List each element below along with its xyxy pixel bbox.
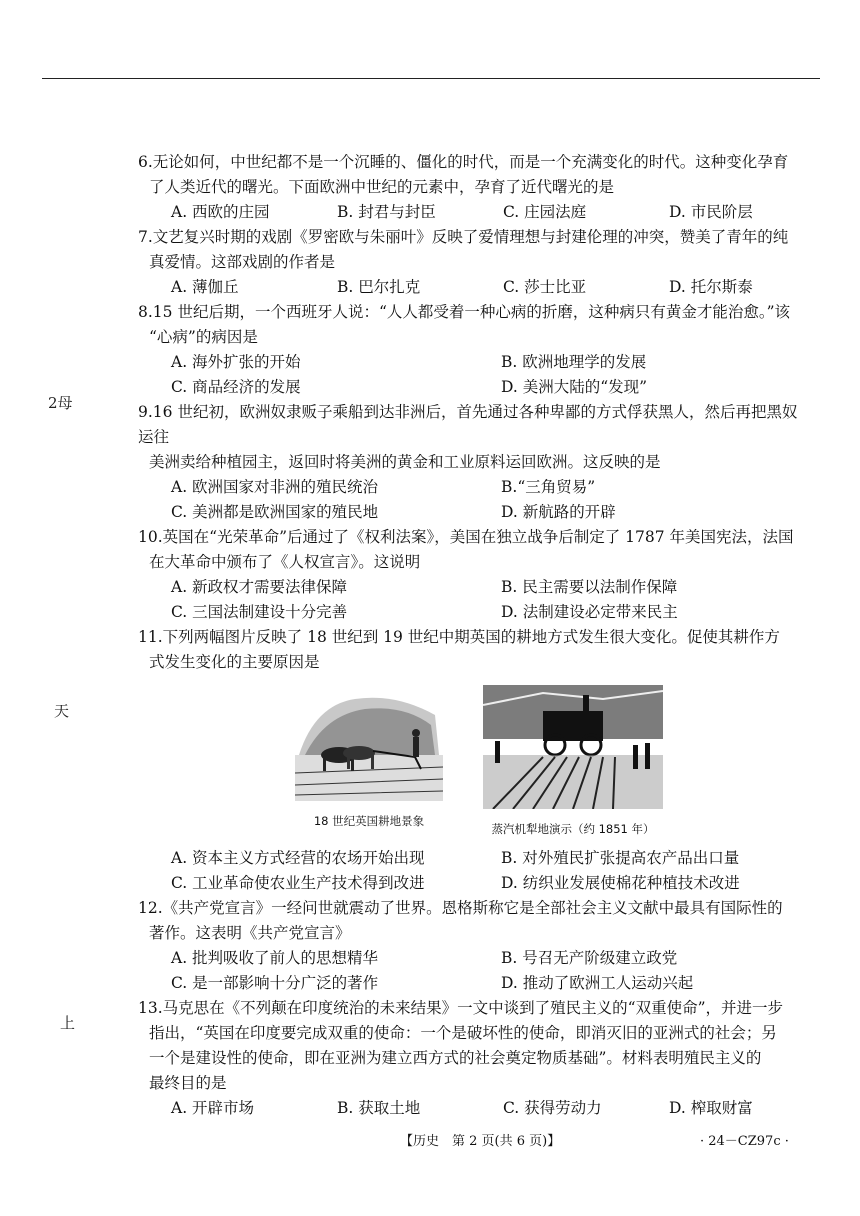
option-a[interactable]: A. 资本主义方式经营的农场开始出现 — [171, 849, 425, 867]
question-stem-line: 英国在“光荣革命”后通过了《权利法案》，美国在独立战争后制定了 1787 年美国宪法，法国 — [162, 528, 794, 546]
question-number: 11. — [138, 628, 163, 646]
option-b[interactable]: B. 获取土地 — [337, 1099, 421, 1117]
option-a[interactable]: A. 开辟市场 — [171, 1099, 255, 1117]
option-c[interactable]: C. 获得劳动力 — [503, 1099, 602, 1117]
option-c[interactable]: C. 美洲都是欧洲国家的殖民地 — [171, 503, 379, 521]
question-number: 6. — [138, 153, 153, 171]
option-c[interactable]: C. 商品经济的发展 — [171, 378, 301, 396]
margin-mark: 2母 — [48, 394, 73, 412]
question-number: 12. — [138, 899, 163, 917]
question-stem-line: 指出，“英国在印度要完成双重的使命：一个是破坏性的使命，即消灭旧的亚洲式的社会；另 — [149, 1024, 777, 1042]
header-rule — [42, 78, 820, 79]
option-d[interactable]: D. 市民阶层 — [669, 203, 753, 221]
question-6 — [138, 150, 810, 225]
figure-left — [295, 685, 443, 842]
question-number: 13. — [138, 999, 163, 1017]
figure-caption: 18 世纪英国耕地景象 — [313, 814, 425, 828]
question-stem-line: 真爱情。这部戏剧的作者是 — [149, 253, 336, 271]
figure-right — [483, 685, 663, 842]
question-stem-line: 式发生变化的主要原因是 — [149, 653, 320, 671]
margin-mark: 天 — [54, 702, 70, 720]
option-b[interactable]: B.“三角贸易” — [501, 478, 596, 496]
question-stem-line: 下列两幅图片反映了 18 世纪到 19 世纪中期英国的耕地方式发生很大变化。促使其耕作方 — [162, 628, 780, 646]
question-12 — [138, 896, 810, 996]
question-page — [138, 150, 810, 1121]
question-number: 9. — [138, 403, 153, 421]
option-b[interactable]: B. 封君与封臣 — [337, 203, 436, 221]
option-a[interactable]: A. 新政权才需要法律保障 — [171, 578, 348, 596]
question-number: 7. — [138, 228, 153, 246]
footer-page-info: 【历史 第 2 页(共 6 页)】 — [400, 1134, 561, 1149]
option-b[interactable]: B. 民主需要以法制作保障 — [501, 578, 678, 596]
option-d[interactable]: D. 推动了欧洲工人运动兴起 — [501, 974, 694, 992]
question-13 — [138, 996, 810, 1121]
question-stem-line: “心病”的病因是 — [149, 328, 258, 346]
figure-caption: 蒸汽机犁地演示（约 1851 年） — [491, 822, 655, 836]
question-stem-line: 在大革命中颁布了《人权宣言》。这说明 — [149, 553, 421, 571]
option-d[interactable]: D. 美洲大陆的“发现” — [501, 378, 648, 396]
margin-mark: 上 — [60, 1014, 76, 1032]
question-11 — [138, 625, 810, 896]
question-stem-line: 一个是建设性的使命，即在亚洲为建立西方式的社会奠定物质基础”。材料表明殖民主义的 — [149, 1049, 762, 1067]
option-c[interactable]: C. 工业革命使农业生产技术得到改进 — [171, 874, 425, 892]
footer-code: · 24－CZ97c · — [700, 1134, 789, 1149]
question-9 — [138, 400, 810, 525]
question-stem-line: 著作。这表明《共产党宣言》 — [149, 924, 351, 942]
ploughing-horse-image — [295, 685, 443, 801]
option-d[interactable]: D. 纺织业发展使棉花种植技术改进 — [501, 874, 740, 892]
question-stem-line: 文艺复兴时期的戏剧《罗密欧与朱丽叶》反映了爱情理想与封建伦理的冲突，赞美了青年的纯 — [152, 228, 789, 246]
question-stem-line: 最终目的是 — [149, 1074, 227, 1092]
option-c[interactable]: C. 莎士比亚 — [503, 278, 587, 296]
option-c[interactable]: C. 是一部影响十分广泛的著作 — [171, 974, 379, 992]
question-stem-line: 了人类近代的曙光。下面欧洲中世纪的元素中，孕育了近代曙光的是 — [149, 178, 615, 196]
question-10 — [138, 525, 810, 625]
question-number: 8. — [138, 303, 153, 321]
option-d[interactable]: D. 新航路的开辟 — [501, 503, 616, 521]
option-a[interactable]: A. 海外扩张的开始 — [171, 353, 301, 371]
question-number: 10. — [138, 528, 163, 546]
option-b[interactable]: B. 对外殖民扩张提高农产品出口量 — [501, 849, 740, 867]
option-a[interactable]: A. 西欧的庄园 — [171, 203, 270, 221]
figure-row — [138, 685, 810, 842]
question-8 — [138, 300, 810, 400]
option-b[interactable]: B. 号召无产阶级建立政党 — [501, 949, 678, 967]
option-c[interactable]: C. 庄园法庭 — [503, 203, 587, 221]
question-stem-line: 马克思在《不列颠在印度统治的未来结果》一文中谈到了殖民主义的“双重使命”，并进一步 — [162, 999, 784, 1017]
option-c[interactable]: C. 三国法制建设十分完善 — [171, 603, 348, 621]
steam-plough-image — [483, 685, 663, 809]
option-d[interactable]: D. 榨取财富 — [669, 1099, 753, 1117]
option-d[interactable]: D. 托尔斯泰 — [669, 278, 753, 296]
option-b[interactable]: B. 欧洲地理学的发展 — [501, 353, 647, 371]
option-a[interactable]: A. 欧洲国家对非洲的殖民统治 — [171, 478, 379, 496]
question-stem-line: 《共产党宣言》一经问世就震动了世界。恩格斯称它是全部社会主义文献中最具有国际性的 — [162, 899, 783, 917]
option-a[interactable]: A. 批判吸收了前人的思想精华 — [171, 949, 379, 967]
question-stem-line: 15 世纪后期，一个西班牙人说：“人人都受着一种心病的折磨，这种病只有黄金才能治愈。”该 — [152, 303, 791, 321]
question-7 — [138, 225, 810, 300]
option-d[interactable]: D. 法制建设必定带来民主 — [501, 603, 678, 621]
option-a[interactable]: A. 薄伽丘 — [171, 278, 239, 296]
question-stem-line: 无论如何，中世纪都不是一个沉睡的、僵化的时代，而是一个充满变化的时代。这种变化孕育 — [152, 153, 789, 171]
question-stem-line: 美洲卖给种植园主，返回时将美洲的黄金和工业原料运回欧洲。这反映的是 — [149, 453, 661, 471]
question-stem-line: 16 世纪初，欧洲奴隶贩子乘船到达非洲后，首先通过各种卑鄙的方式俘获黑人，然后再把黑奴运往 — [138, 403, 798, 446]
option-b[interactable]: B. 巴尔扎克 — [337, 278, 421, 296]
